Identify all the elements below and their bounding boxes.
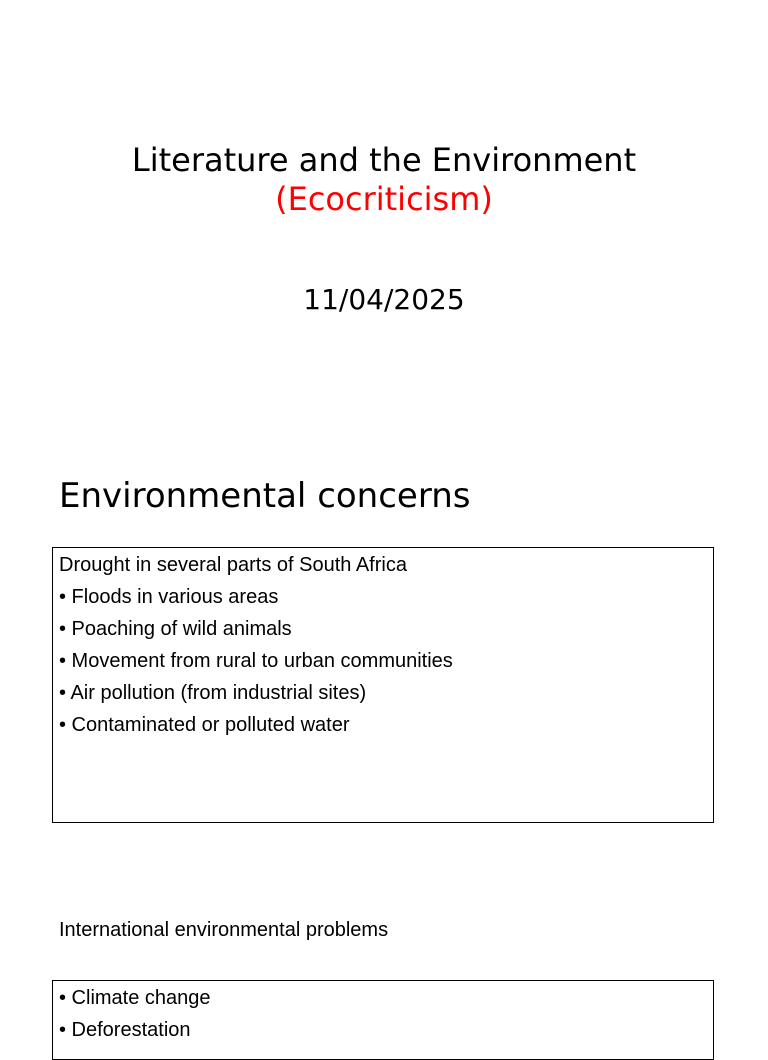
international-box — [52, 980, 714, 1060]
page-title: Literature and the Environment — [131, 141, 637, 179]
list-item: • Movement from rural to urban communities — [59, 650, 453, 672]
concerns-box — [52, 547, 714, 823]
international-list — [53, 981, 713, 1046]
list-item: • Poaching of wild animals — [59, 618, 292, 640]
title-block — [0, 140, 768, 218]
section-heading: Environmental concerns — [59, 476, 471, 516]
page-subtitle: (Ecocriticism) — [275, 180, 493, 218]
list-item: • Climate change — [59, 987, 211, 1009]
list-item: • Contaminated or polluted water — [59, 714, 350, 736]
list-item: • Deforestation — [59, 1019, 191, 1041]
list-item: • Floods in various areas — [59, 586, 279, 608]
list-item: • Air pollution (from industrial sites) — [59, 682, 367, 704]
international-heading: International environmental problems — [59, 919, 389, 941]
concerns-list — [53, 548, 713, 741]
date-label: 11/04/2025 — [303, 283, 465, 316]
list-item: Drought in several parts of South Africa — [59, 554, 407, 576]
